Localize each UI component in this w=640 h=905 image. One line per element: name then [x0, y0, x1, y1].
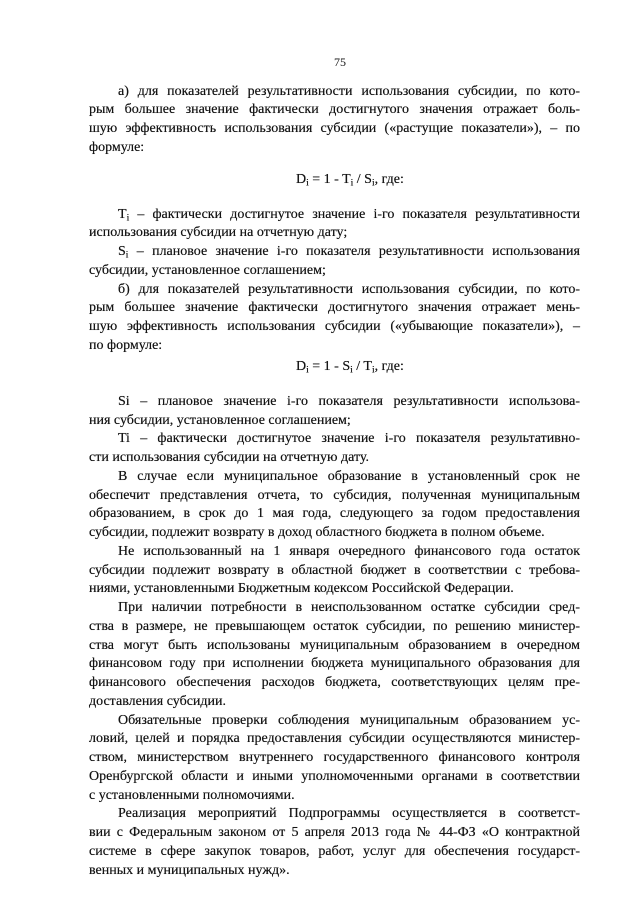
text-line: ния субсидии, установленное соглашением;	[89, 412, 351, 428]
paragraph-si-definition	[89, 243, 580, 281]
text-segment: / S	[353, 171, 372, 187]
text-line: Реализация мероприятий Подпрограммы осуществляется в соответст-	[118, 806, 580, 822]
text-line: Не использованный на 1 января очередного финансового года остаток	[118, 543, 580, 559]
paragraph-decreasing-indicators	[89, 281, 580, 356]
document-body	[89, 83, 580, 881]
paragraph-si-definition-2	[89, 393, 580, 431]
text-line: субсидии, установленное соглашением;	[89, 262, 326, 278]
text-line: по формуле:	[89, 337, 163, 353]
text-segment: = 1 - T	[308, 171, 351, 187]
text-line: Si – плановое значение i-го показателя результативности использова-	[118, 393, 580, 409]
text-line: субсидии, подлежит возврату в доход областного бюджета в полном объеме.	[89, 525, 545, 541]
subscript-index: i	[371, 365, 375, 376]
text-line: сти использования субсидии на отчетную дату.	[89, 450, 369, 466]
text-line: шую эффективность использования субсидии («убывающие показатели»), –	[89, 319, 580, 335]
text-line: вии с Федеральным законом от 5 апреля 2013 года № 44-ФЗ «О контрактной	[89, 825, 580, 841]
text-segment: – плановое значение i-го показателя результативности использования	[128, 244, 580, 260]
text-segment: D	[296, 171, 307, 187]
text-segment: T	[118, 206, 127, 222]
text-line: венных и муниципальных нужд».	[89, 862, 290, 878]
formula-line	[89, 171, 580, 190]
paragraph-ti-definition	[89, 206, 580, 244]
formula-decreasing	[89, 358, 580, 377]
formula-growing	[89, 171, 580, 190]
text-line: системе в сфере закупок товаров, работ, услуг для обеспечения государст-	[89, 843, 580, 859]
text-segment: – фактически достигнутое значение i-го показателя результативности	[129, 206, 580, 222]
text-line: образованием, в срок до 1 мая года, следующего за годом предоставления	[89, 506, 580, 522]
text-line: б) для показателей результативности использования субсидии, по кото-	[118, 281, 580, 297]
text-line: При наличии потребности в неиспользованном остатке субсидии сред-	[118, 600, 580, 616]
text-segment: = 1 - S	[308, 358, 351, 374]
paragraph-unused-balance	[89, 543, 580, 599]
subscript-index: i	[306, 365, 309, 376]
formula-line	[89, 358, 580, 377]
subscript-index: i	[126, 213, 130, 224]
text-line: формуле:	[89, 139, 145, 155]
paragraph-growing-indicators	[89, 83, 580, 158]
text-line: ловий, целей и порядка предоставления субсидии осуществляются министер-	[89, 731, 580, 747]
subscript-index: i	[306, 178, 309, 189]
paragraph-report-failure	[89, 468, 580, 543]
text-line: субсидии подлежит возврату в областной бюджет в соответствии с требова-	[89, 562, 580, 578]
text-line	[89, 206, 580, 225]
text-line: шую эффективность использования субсидии («растущие показатели»), – по	[89, 121, 580, 137]
paragraph-implementation	[89, 805, 580, 880]
text-line: ством, министерством внутреннего государственного финансового контроля	[89, 750, 580, 766]
text-segment: / T	[352, 358, 372, 374]
text-line: Оренбургской области и иными уполномоченными органами в соответствии	[89, 768, 580, 784]
subscript-index: i	[371, 178, 375, 189]
text-line: В случае если муниципальное образование в установленный срок не	[118, 468, 580, 484]
text-line	[89, 243, 580, 262]
paragraph-ti-definition-2	[89, 430, 580, 468]
text-segment: , где:	[374, 358, 404, 374]
text-line: доставления субсидии.	[89, 693, 227, 709]
text-segment: D	[296, 358, 307, 374]
text-segment: S	[118, 244, 126, 260]
subscript-index: i	[350, 178, 354, 189]
text-line: ства в размере, не превышающем остаток субсидии, по решению министер-	[89, 618, 580, 634]
text-line: рым большее значение фактически достигнутого значения отражает мень-	[89, 300, 580, 316]
text-line: использования субсидии на отчетную дату;	[89, 225, 348, 241]
text-line: ниями, установленными Бюджетным кодексом Российской Федерации.	[89, 581, 514, 597]
paragraph-balance-use	[89, 599, 580, 712]
subscript-index: i	[350, 365, 353, 376]
text-line: финансового обеспечения расходов бюджета, соответствующих целям пре-	[89, 675, 580, 691]
text-line: с установленными полномочиями.	[89, 787, 295, 803]
text-segment: , где:	[374, 171, 404, 187]
paragraph-mandatory-checks	[89, 712, 580, 806]
subscript-index: i	[125, 250, 129, 261]
text-line: а) для показателей результативности использования субсидии, по кото-	[118, 83, 580, 99]
text-line: Ti – фактически достигнутое значение i-го показателя результативно-	[118, 431, 580, 447]
text-line: финансовом году при исполнении бюджета муниципального образования для	[89, 656, 580, 672]
page-number: 75	[334, 55, 346, 69]
text-line: рым большее значение фактически достигнутого значения отражает боль-	[89, 102, 580, 118]
text-line: ства могут быть использованы муниципальным образованием в очередном	[89, 637, 580, 653]
text-line: Обязательные проверки соблюдения муниципальным образованием ус-	[118, 712, 580, 728]
text-line: обеспечит представления отчета, то субсидия, полученная муниципальным	[89, 487, 580, 503]
